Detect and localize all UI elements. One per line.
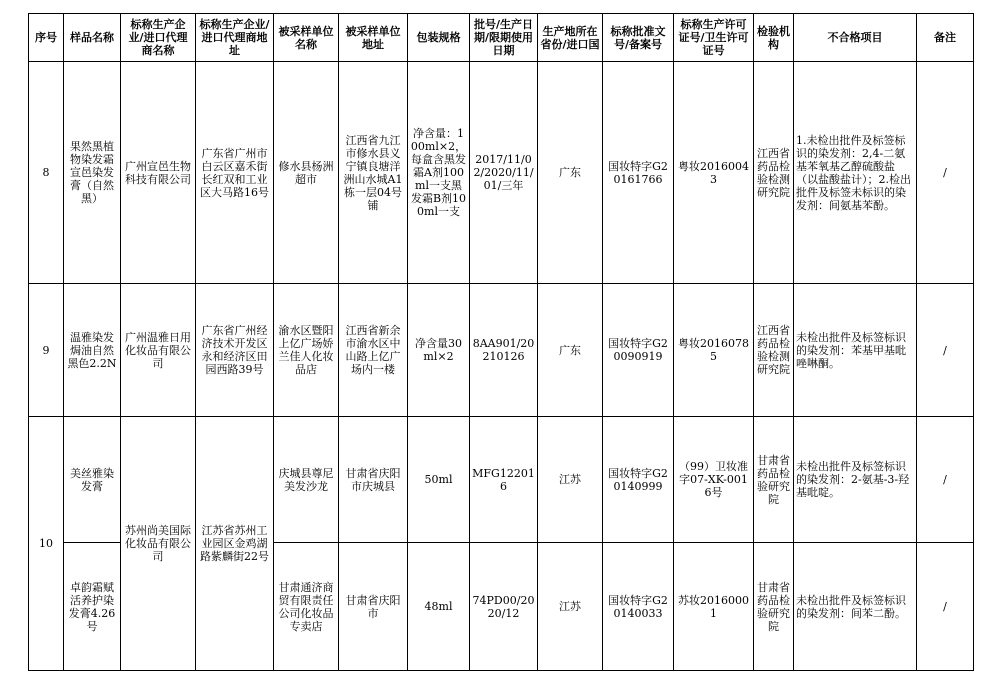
inspection-table [28, 13, 974, 671]
cell-package: 净含量：100ml×2，每盒含黑发霜A剂100ml一支黑发霜B剂100ml一支 [408, 62, 470, 284]
cell-remark: / [917, 284, 974, 417]
col-header-defect: 不合格项目 [794, 14, 917, 62]
cell-maker: 苏州尚美国际化妆品有限公司 [121, 417, 196, 671]
col-header-maker: 标称生产企业/进口代理商名称 [121, 14, 196, 62]
cell-no: 9 [29, 284, 64, 417]
col-header-no: 序号 [29, 14, 64, 62]
cell-sample: 美丝雅染发膏 [64, 417, 121, 543]
cell-sampled-unit: 渝水区暨阳上亿广场娇兰佳人化妆品店 [274, 284, 339, 417]
col-header-maker-address: 标称生产企业/进口代理商地址 [196, 14, 274, 62]
cell-batch: MFG122016 [470, 417, 538, 543]
table-row [29, 284, 974, 417]
cell-defect: 1.未检出批件及标签标识的染发剂：2,4-二氨基苯氧基乙醇硫酸盐（以盐酸盐计）；2.检出批件及标签未标识的染发剂：间氨基苯酚。 [794, 62, 917, 284]
table-row [29, 417, 974, 543]
cell-lab: 江西省药品检验检测研究院 [754, 62, 794, 284]
cell-maker: 广州宣邑生物科技有限公司 [121, 62, 196, 284]
cell-remark: / [917, 417, 974, 543]
table-row [29, 62, 974, 284]
cell-remark: / [917, 62, 974, 284]
col-header-sample: 样品名称 [64, 14, 121, 62]
cell-package: 50ml [408, 417, 470, 543]
cell-sampled-address: 甘肃省庆阳市 [339, 543, 408, 671]
cell-approval: 国妆特字G20140999 [603, 417, 674, 543]
cell-no: 8 [29, 62, 64, 284]
cell-approval: 国妆特字G20090919 [603, 284, 674, 417]
cell-lab: 甘肃省药品检验研究院 [754, 417, 794, 543]
cell-province: 广东 [538, 284, 603, 417]
cell-sample: 卓韵霜赋活养护染发膏4.26号 [64, 543, 121, 671]
cell-license: 苏妆20160001 [674, 543, 754, 671]
cell-sampled-unit: 庆城县尊尼美发沙龙 [274, 417, 339, 543]
cell-lab: 江西省药品检验检测研究院 [754, 284, 794, 417]
cell-province: 江苏 [538, 417, 603, 543]
col-header-province: 生产地所在省份/进口国 [538, 14, 603, 62]
cell-maker: 广州温雅日用化妆品有限公司 [121, 284, 196, 417]
cell-province: 广东 [538, 62, 603, 284]
cell-defect: 未检出批件及标签标识的染发剂：间苯二酚。 [794, 543, 917, 671]
cell-sample: 果然黑植物染发霜宣邑染发膏（自然黑） [64, 62, 121, 284]
cell-sampled-address: 甘肃省庆阳市庆城县 [339, 417, 408, 543]
cell-package: 48ml [408, 543, 470, 671]
cell-approval: 国妆特字G20161766 [603, 62, 674, 284]
col-header-package: 包装规格 [408, 14, 470, 62]
cell-defect: 未检出批件及标签标识的染发剂：苯基甲基吡唑啉酮。 [794, 284, 917, 417]
cell-approval: 国妆特字G20140033 [603, 543, 674, 671]
cell-package: 净含量30ml×2 [408, 284, 470, 417]
col-header-license: 标称生产许可证号/卫生许可证号 [674, 14, 754, 62]
cell-batch: 2017/11/02/2020/11/01/三年 [470, 62, 538, 284]
cell-no: 10 [29, 417, 64, 671]
col-header-batch: 批号/生产日期/限期使用日期 [470, 14, 538, 62]
col-header-sampled-unit: 被采样单位名称 [274, 14, 339, 62]
cell-maker-address: 广东省广州市白云区嘉禾街长红双和工业区大马路16号 [196, 62, 274, 284]
cell-sampled-address: 江西省新余市渝水区中山路上亿广场内一楼 [339, 284, 408, 417]
col-header-remark: 备注 [917, 14, 974, 62]
cell-sampled-unit: 修水县杨洲超市 [274, 62, 339, 284]
cell-license: 粤妆20160043 [674, 62, 754, 284]
cell-province: 江苏 [538, 543, 603, 671]
cell-license: 粤妆20160785 [674, 284, 754, 417]
cell-maker-address: 广东省广州经济技术开发区永和经济区田园西路39号 [196, 284, 274, 417]
col-header-approval: 标称批准文号/备案号 [603, 14, 674, 62]
cell-defect: 未检出批件及标签标识的染发剂：2-氨基-3-羟基吡啶。 [794, 417, 917, 543]
cell-maker-address: 江苏省苏州工业园区金鸡湖路紫麟街22号 [196, 417, 274, 671]
cell-batch: 8AA901/20210126 [470, 284, 538, 417]
cell-batch: 74PD00/2020/12 [470, 543, 538, 671]
cell-lab: 甘肃省药品检验研究院 [754, 543, 794, 671]
cell-sampled-unit: 甘肃通济商贸有限责任公司化妆品专卖店 [274, 543, 339, 671]
header-row [29, 14, 974, 62]
cell-sampled-address: 江西省九江市修水县义宁镇良塘洋洲山水城A1栋一层04号铺 [339, 62, 408, 284]
cell-license: （99）卫妆准字07-XK-0016号 [674, 417, 754, 543]
col-header-sampled-address: 被采样单位地址 [339, 14, 408, 62]
col-header-lab: 检验机构 [754, 14, 794, 62]
cell-sample: 温雅染发焗油自然黑色2.2N [64, 284, 121, 417]
cell-remark: / [917, 543, 974, 671]
